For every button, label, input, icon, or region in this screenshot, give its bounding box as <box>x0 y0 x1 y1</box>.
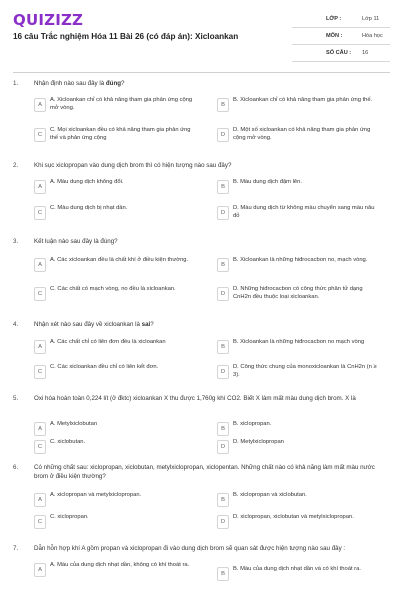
option-letter: D <box>217 206 229 220</box>
meta-value: 16 <box>362 50 369 56</box>
option-text: C. Các xicloankan đều chỉ có liên kết đơn. <box>50 364 159 370</box>
option-text: B. Xicloankan là những hiđrocacbon no mạch vòng <box>233 339 365 345</box>
question-number: 1. <box>13 80 19 87</box>
option-text: C. Mọi xicloankan đều có khả năng tham gia phản ứng thế và phản ứng cộng <box>50 127 191 141</box>
question-text: Oxi hóa hoàn toàn 0,224 lít (ở đktc) xicloankan X thu được 1,760g khí CO2. Biết X làm mất màu dung dịch brom. X là <box>34 395 356 402</box>
page-header <box>0 0 400 66</box>
option-letter: C <box>34 440 46 454</box>
option-letter: B <box>217 340 229 354</box>
quizizz-logo[interactable]: QUIZIZZ <box>13 11 84 29</box>
option-text: B. Màu của dung dịch nhạt dần và có khí thoát ra. <box>233 566 361 572</box>
option-text: D. Công thức chung của monoxicloankan là CnH2n (n ≥ 3). <box>233 364 377 378</box>
meta-key: LỚP : <box>326 16 342 22</box>
option-text: B. xiclopropan và xiclobutan. <box>233 492 307 498</box>
option-letter: D <box>217 515 229 529</box>
question-number: 5. <box>13 395 19 402</box>
question-text: Dẫn hỗn hợp khí A gồm propan và xiclopropan đi vào dung dịch brom sẽ quan sát được hiện tượng nào sau đây : <box>34 545 346 552</box>
meta-value: Hóa học <box>362 33 383 39</box>
option-text: B. xiclopropan. <box>233 421 272 427</box>
option-text: A. Metylxiclobutan <box>50 421 98 427</box>
option-letter: D <box>217 287 229 301</box>
option-letter: A <box>34 258 46 272</box>
option-letter: A <box>34 563 46 577</box>
question-text: Có những chất sau: xiclopropan, xiclobutan, metylxiclopropan, xiclopentan. Những chất nào có khả năng làm mất màu nước brom ở điều kiện thường? <box>34 464 375 480</box>
question-number: 6. <box>13 464 19 471</box>
option-text: C. xiclobutan. <box>50 439 86 445</box>
meta-row-subject <box>292 28 390 45</box>
option-text: D. Màu dung dịch từ không màu chuyển sang màu nâu đỏ <box>233 205 375 219</box>
meta-row-class <box>292 11 390 28</box>
option-text: A. Màu của dung dịch nhạt dần, không có khí thoát ra. <box>50 562 190 568</box>
header-divider <box>13 72 390 73</box>
option-letter: C <box>34 206 46 220</box>
option-letter: B <box>217 98 229 112</box>
option-letter: D <box>217 128 229 142</box>
option-letter: B <box>217 258 229 272</box>
option-text: D. xiclopropan, xiclobutan và metylxiclopropan. <box>233 514 354 520</box>
option-letter: B <box>217 493 229 507</box>
option-text: A. xiclopropan và metylxiclopropan. <box>50 492 142 498</box>
option-letter: B <box>217 422 229 436</box>
option-letter: A <box>34 340 46 354</box>
meta-row-count <box>292 45 390 62</box>
option-text: A. Các chất chỉ có liên đơn đều là xicloankan <box>50 339 166 345</box>
option-text: D. Một số xicloankan có khả năng tham gia phản ứng cộng mở vòng. <box>233 127 371 141</box>
option-letter: C <box>34 287 46 301</box>
option-letter: A <box>34 493 46 507</box>
option-text: C. Các chất có mạch vòng, no đều là xicloankan. <box>50 286 176 292</box>
option-text: A. Các xicloankan đều là chất khí ở điều kiện thường. <box>50 257 189 263</box>
question-text: Khi sục xiclopropan vào dung dịch brom thì có hiện tượng nào sau đây? <box>34 162 232 169</box>
option-text: D. Những hiđrocacbon có công thức phân tử dạng CnH2n đều thuộc loại xicloankan. <box>233 286 363 300</box>
document-title: 16 câu Trắc nghiệm Hóa 11 Bài 26 (có đáp án): Xicloankan <box>13 32 239 41</box>
option-letter: C <box>34 365 46 379</box>
option-text: C. xiclopropan. <box>50 514 89 520</box>
option-letter: A <box>34 180 46 194</box>
question-text: Nhận xét nào sau đây về xicloankan là sai? <box>34 321 154 328</box>
meta-key: SỐ CÂU : <box>326 50 352 56</box>
question-text: Nhận định nào sau đây là đúng? <box>34 80 125 87</box>
question-number: 7. <box>13 545 19 552</box>
option-text: B. Xicloankan chỉ có khả năng tham gia phản ứng thế. <box>233 97 373 103</box>
option-text: C. Màu dung dịch bị nhạt dần. <box>50 205 128 211</box>
option-letter: D <box>217 365 229 379</box>
option-text: B. Xicloankan là những hiđrocacbon no, mạch vòng. <box>233 257 368 263</box>
option-letter: A <box>34 98 46 112</box>
option-text: A. Màu dung dịch không đổi. <box>50 179 124 185</box>
option-text: B. Màu dung dịch đậm lên. <box>233 179 302 185</box>
meta-value: Lớp 11 <box>362 16 380 22</box>
option-letter: B <box>217 567 229 581</box>
option-letter: C <box>34 515 46 529</box>
option-letter: B <box>217 180 229 194</box>
option-text: A. Xicloankan chỉ có khả năng tham gia phản ứng cộng mở vòng. <box>50 97 193 111</box>
option-letter: D <box>217 440 229 454</box>
question-number: 2. <box>13 162 19 169</box>
option-letter: C <box>34 128 46 142</box>
question-number: 3. <box>13 238 19 245</box>
question-text: Kết luận nào sau đây là đúng? <box>34 238 118 245</box>
option-text: D. Metylxiclopropan <box>233 439 284 445</box>
meta-key: MÔN : <box>326 33 343 39</box>
option-letter: A <box>34 422 46 436</box>
question-number: 4. <box>13 321 19 328</box>
